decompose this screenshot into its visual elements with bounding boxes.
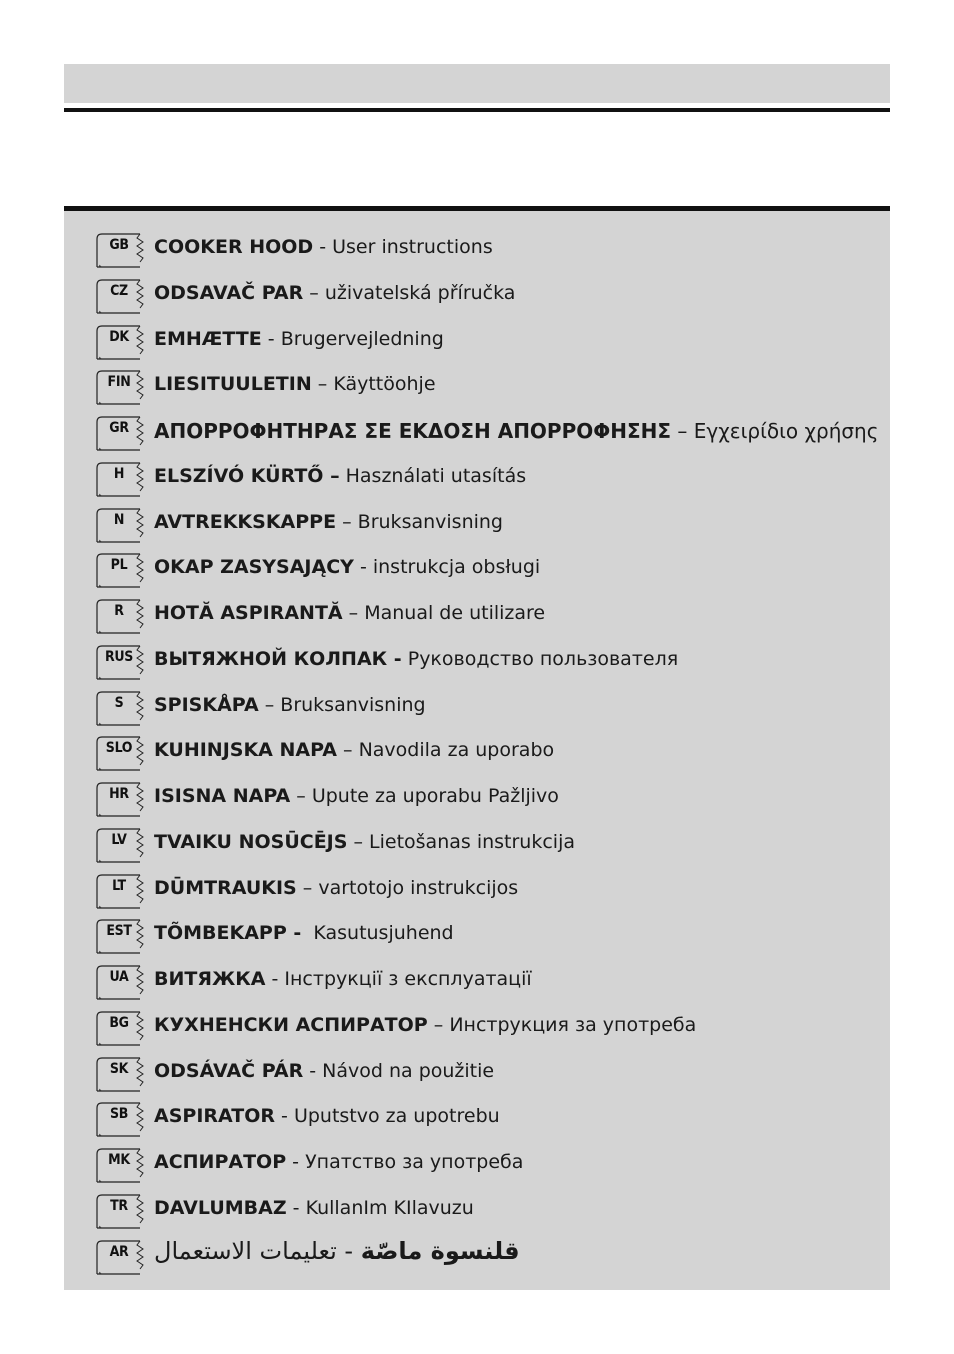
language-code-tab [96,1194,142,1223]
language-row-s [96,685,886,725]
language-code: FIN [107,374,131,391]
language-title [154,877,518,899]
title-separator: - [336,1236,361,1265]
language-row-ua [96,959,886,999]
language-row-fin [96,364,886,404]
header-rule-top [64,108,890,112]
language-title [154,1014,696,1036]
language-code: H [113,465,125,482]
language-code-tab [96,1102,142,1131]
language-code: BG [109,1014,129,1031]
manual-title: Käyttöohje [333,373,436,396]
language-row-dk [96,319,886,359]
product-name: ВИТЯЖКА [154,968,266,990]
language-row-pl [96,547,886,587]
language-row-rus [96,639,886,679]
product-name: AVTREKKSKAPPE [154,510,337,533]
product-name: TVAIKU NOSŪCĒJS [154,830,348,853]
language-code-tab [96,1011,142,1040]
manual-title: Упатство за употреба [305,1151,524,1173]
language-code: AR [109,1243,129,1260]
title-separator: – [336,739,359,762]
title-separator: – [258,693,281,716]
product-name: ASPIRATOR [154,1105,275,1128]
product-name: DAVLUMBAZ [154,1196,287,1219]
product-name: SPISKÅPA [154,693,259,716]
language-title [154,739,554,761]
product-name: ELSZÍVÓ KÜRTŐ – [154,464,340,487]
title-separator: – [296,876,319,899]
manual-title: instrukcja obsługi [372,556,541,579]
manual-title: تعليمات الاستعمال [154,1236,337,1265]
title-separator: - [265,968,285,990]
product-name: ΑΠΟΡΡΟΦΗΤΗΡΑΣ ΣΕ ΕΚΔΟΣΗ ΑΠΟΡΡΟΦΗΣΗΣ [154,419,672,443]
language-code-tab [96,370,142,399]
language-title [154,328,444,350]
language-title [154,1060,494,1082]
title-separator: – [290,785,312,807]
language-row-gr [96,410,886,450]
manual-title: Εγχειρίδιο χρήσης [693,419,879,443]
language-code: CZ [110,282,128,299]
language-title [154,968,532,990]
title-separator: – [311,373,334,396]
product-name: قلنسوة ماصّة [360,1236,520,1265]
language-title [154,236,493,258]
language-row-cz [96,273,886,313]
language-code: S [114,694,124,711]
language-title [154,1105,500,1127]
title-separator: - [275,1105,294,1128]
language-title [154,419,878,443]
title-separator: – [427,1013,450,1036]
language-title [154,1237,520,1265]
language-code: PL [110,557,128,574]
language-title [154,556,540,578]
title-separator: - [286,1151,306,1173]
language-title [154,694,426,716]
language-code: SLO [105,740,133,757]
language-title [154,511,503,533]
language-code-tab [96,1240,142,1269]
title-separator: – [303,281,325,304]
language-row-lt [96,868,886,908]
language-row-sk [96,1051,886,1091]
product-name: ВЫТЯЖНОЙ КОЛПАК - [154,647,402,670]
product-name: КУХНЕНСКИ АСПИРАТОР [154,1013,428,1036]
language-code-tab [96,874,142,903]
product-name: ODSÁVAČ PÁR [154,1059,304,1082]
language-code: GB [109,237,129,253]
manual-title: Lietošanas instrukcija [369,830,575,853]
manual-title: Bruksanvisning [280,693,426,716]
manual-title: Kasutusjuhend [313,922,454,945]
language-code: DK [109,328,129,345]
language-row-est [96,913,886,953]
manual-title: Návod na použitie [322,1059,495,1082]
language-code-tab [96,325,142,354]
language-row-mk [96,1142,886,1182]
manual-title: KullanIm KIlavuzu [305,1196,474,1219]
manual-title: Bruksanvisning [357,510,503,533]
language-code: LV [111,831,127,848]
manual-title: vartotojo instrukcijos [318,876,519,899]
language-code: TR [110,1197,128,1214]
language-row-tr [96,1188,886,1228]
language-row-hr [96,776,886,816]
language-code: EST [106,923,132,940]
language-code-tab [96,919,142,948]
language-code-tab [96,736,142,765]
title-separator: - [261,327,281,350]
header-band [64,64,890,103]
title-separator: – [336,510,358,533]
language-code-tab [96,782,142,811]
language-row-sb [96,1096,886,1136]
manual-title: Brugervejledning [280,327,444,350]
language-code-tab [96,553,142,582]
language-code: SB [109,1106,129,1123]
language-code: UA [109,969,129,985]
title-separator: – [347,830,370,853]
manual-title: Manual de utilizare [364,602,546,624]
language-code: LT [112,877,126,894]
language-code: GR [109,420,129,436]
product-name: TÕMBEKAPP - [154,922,302,945]
manual-title: uživatelská příručka [324,281,516,304]
product-name: OKAP ZASYSAJĄCY [154,556,354,579]
language-code-tab [96,599,142,628]
language-row-lv [96,822,886,862]
language-title [154,282,515,304]
language-row-ar [96,1234,886,1274]
title-separator: - [313,236,333,258]
title-separator: - [353,556,373,579]
manual-title: Használati utasítás [345,464,527,487]
language-code: N [113,511,125,528]
language-row-r [96,593,886,633]
language-code-tab [96,462,142,491]
language-title [154,831,575,853]
language-row-n [96,502,886,542]
title-separator: – [342,602,365,624]
language-title [154,785,559,807]
language-code: MK [108,1152,130,1168]
language-row-slo [96,730,886,770]
language-title [154,1197,474,1219]
language-code: R [114,603,124,619]
product-name: DŪMTRAUKIS [154,876,297,899]
manual-title: Navodila za uporabo [358,739,555,762]
product-name: KUHINJSKA NAPA [154,739,337,762]
product-name: HOTĂ ASPIRANTĂ [154,602,343,624]
manual-title: Инструкция за употреба [449,1013,697,1036]
product-name: COOKER HOOD [154,236,314,258]
language-code: SK [109,1060,129,1077]
product-name: EMHÆTTE [154,327,262,350]
language-title [154,922,454,944]
manual-title: Upute za uporabu Pažljivo [311,785,559,807]
language-code-tab [96,828,142,857]
language-code-tab [96,645,142,674]
language-code-tab [96,508,142,537]
language-code-tab [96,279,142,308]
language-title [154,648,678,670]
language-title [154,373,436,395]
language-row-h [96,456,886,496]
language-code-tab [96,416,142,445]
manual-title: User instructions [332,236,493,258]
manual-title: Руководство пользователя [407,647,679,670]
language-code-tab [96,691,142,720]
title-separator [301,922,313,944]
language-code-tab [96,1148,142,1177]
language-code: HR [109,786,129,802]
title-separator: – [671,419,694,443]
language-title [154,602,545,624]
manual-title: Uputstvo za upotrebu [293,1105,500,1128]
title-separator: - [303,1059,323,1082]
title-separator: - [286,1196,306,1219]
product-name: LIESITUULETIN [154,373,312,396]
language-row-bg [96,1005,886,1045]
language-title [154,1151,523,1173]
manual-title: Інструкції з експлуатації [284,968,532,990]
product-name: ISISNA NAPA [154,785,291,807]
language-code: RUS [104,648,134,665]
language-row-gb [96,227,886,267]
language-code-tab [96,1057,142,1086]
language-title [154,465,526,487]
language-code-tab [96,233,142,262]
product-name: ODSAVAČ PAR [154,281,304,304]
product-name: АСПИРАТОР [154,1151,287,1173]
language-code-tab [96,965,142,994]
